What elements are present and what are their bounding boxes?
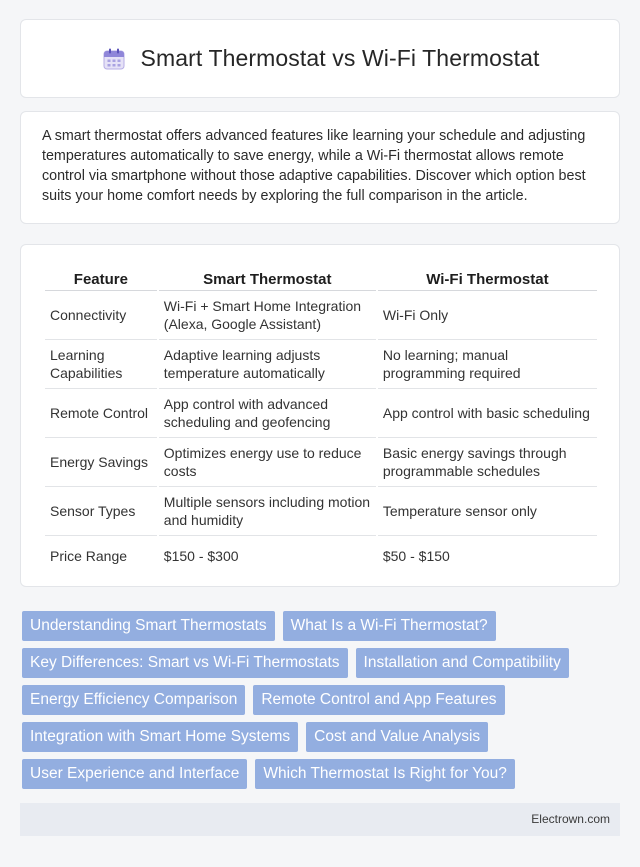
header-feature: Feature xyxy=(45,265,157,291)
table-row xyxy=(45,536,597,576)
tag-row xyxy=(22,685,622,715)
tag-understanding-smart-thermostats[interactable]: Understanding Smart Thermostats xyxy=(22,611,275,641)
footer-site-name[interactable]: Electrown.com xyxy=(531,812,610,826)
table-row xyxy=(45,438,597,487)
feature-cell: Sensor Types xyxy=(45,487,157,536)
smart-cell: App control with advanced scheduling and geofencing xyxy=(159,389,376,438)
smart-cell: Optimizes energy use to reduce costs xyxy=(159,438,376,487)
footer xyxy=(20,803,620,836)
tag-installation-compatibility[interactable]: Installation and Compatibility xyxy=(356,648,569,678)
table-row xyxy=(45,487,597,536)
intro-text: A smart thermostat offers advanced features like learning your schedule and adjusting temperatures automatically to save energy, while a Wi-Fi thermostat allows remote control via smartphone without those adaptive capabilities. Discover which option best suits your home comfort needs by exploring the full comparison in the article. xyxy=(42,128,586,204)
wifi-cell: No learning; manual programming required xyxy=(378,340,597,389)
header-smart-thermostat: Smart Thermostat xyxy=(159,265,376,291)
title-wrap xyxy=(101,45,540,72)
tag-row xyxy=(22,722,622,752)
feature-cell: Energy Savings xyxy=(45,438,157,487)
feature-cell: Connectivity xyxy=(45,291,157,340)
tag-row xyxy=(22,648,622,678)
wifi-cell: $50 - $150 xyxy=(382,548,450,564)
table-header-row xyxy=(45,265,597,291)
wifi-cell: Wi-Fi Only xyxy=(378,291,597,340)
comparison-table xyxy=(43,265,599,576)
smart-cell: Wi-Fi + Smart Home Integration (Alexa, Google Assistant) xyxy=(159,291,376,340)
wifi-cell: Basic energy savings through programmable schedules xyxy=(378,438,597,487)
tag-key-differences[interactable]: Key Differences: Smart vs Wi-Fi Thermostats xyxy=(22,648,348,678)
tag-what-is-wifi-thermostat[interactable]: What Is a Wi-Fi Thermostat? xyxy=(283,611,496,641)
tag-energy-efficiency[interactable]: Energy Efficiency Comparison xyxy=(22,685,245,715)
calendar-icon xyxy=(101,46,127,72)
tag-user-experience[interactable]: User Experience and Interface xyxy=(22,759,247,789)
header-wifi-thermostat: Wi-Fi Thermostat xyxy=(378,265,597,291)
comparison-table-card xyxy=(20,244,620,587)
tag-cost-value[interactable]: Cost and Value Analysis xyxy=(306,722,488,752)
page-title: Smart Thermostat vs Wi-Fi Thermostat xyxy=(140,45,540,71)
tag-row xyxy=(22,611,622,641)
table-row xyxy=(45,389,597,438)
tag-remote-control-app[interactable]: Remote Control and App Features xyxy=(253,685,504,715)
feature-cell: Remote Control xyxy=(45,389,157,438)
title-card xyxy=(20,19,620,98)
smart-cell: $150 - $300 xyxy=(163,548,239,564)
intro-card xyxy=(20,111,620,224)
feature-cell: Price Range xyxy=(50,548,128,564)
feature-cell: Learning Capabilities xyxy=(45,340,157,389)
table-row xyxy=(45,291,597,340)
wifi-cell: Temperature sensor only xyxy=(378,487,597,536)
wifi-cell: App control with basic scheduling xyxy=(378,389,597,438)
smart-cell: Multiple sensors including motion and humidity xyxy=(159,487,376,536)
table-row xyxy=(45,340,597,389)
smart-cell: Adaptive learning adjusts temperature automatically xyxy=(159,340,376,389)
tag-which-thermostat[interactable]: Which Thermostat Is Right for You? xyxy=(255,759,515,789)
tag-row xyxy=(22,759,622,789)
topic-tags xyxy=(22,611,622,796)
tag-smart-home-integration[interactable]: Integration with Smart Home Systems xyxy=(22,722,298,752)
